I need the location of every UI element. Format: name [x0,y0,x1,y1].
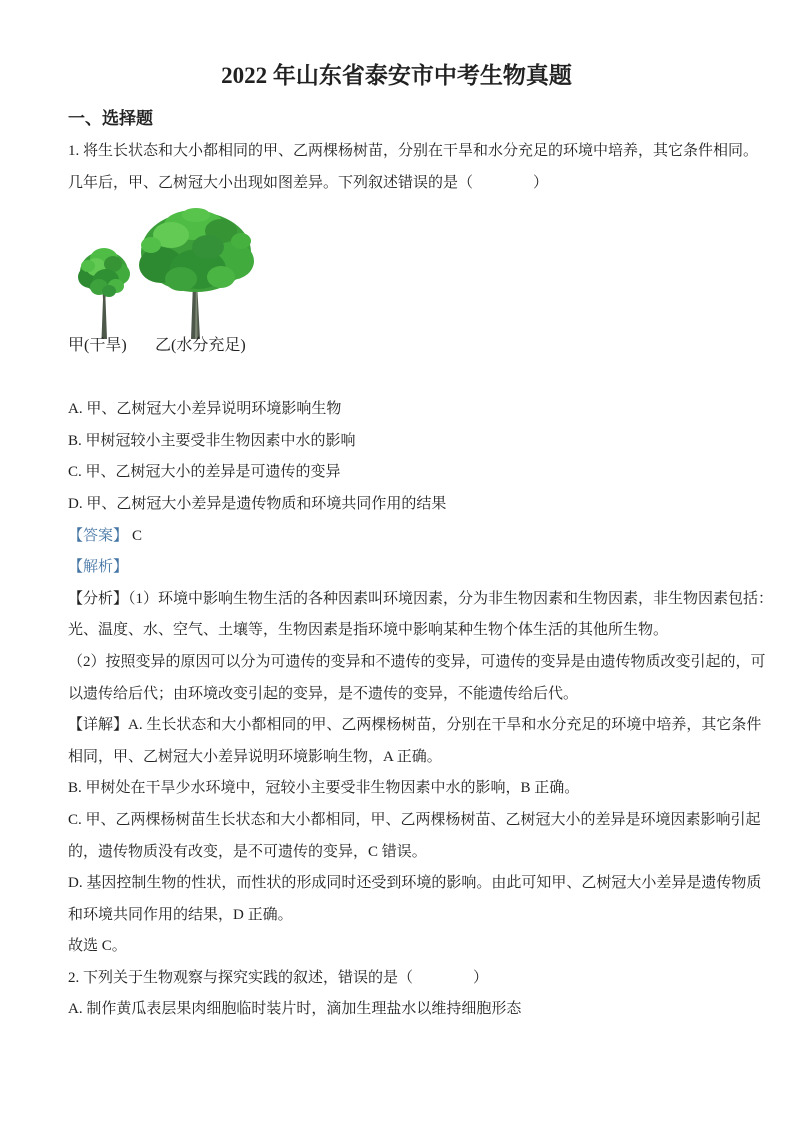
annotation-line [68,552,725,584]
text-line: 【详解】A. 生长状态和大小都相同的甲、乙两棵杨树苗，分别在干旱和水分充足的环境中培养，其它条件 [68,717,762,734]
text-line: 2. 下列关于生物观察与探究实践的叙述，错误的是（ ） [68,969,489,986]
question-line: 几年后，甲、乙树冠大小出现如图差异。下列叙述错误的是（ ） [68,174,549,191]
page-title: 2022 年山东省泰安市中考生物真题 [221,63,572,88]
tree-small-image [76,244,132,339]
text-line: 故选 C。 [68,938,127,955]
document-body [68,394,774,1026]
text-line: 【分析】（1）环境中影响生物生活的各种因素叫环境因素，分为非生物因素和生物因素，非生物因素包括： [68,590,774,607]
text-line: D. 甲、乙树冠大小差异是遗传物质和环境共同作用的结果 [68,495,447,512]
text-line: B. 甲树处在干旱少水环境中，冠较小主要受非生物因素中水的影响，B 正确。 [68,780,580,797]
text-line: 相同，甲、乙树冠大小差异说明环境影响生物，A 正确。 [68,748,442,765]
text-line: A. 甲、乙树冠大小差异说明环境影响生物 [68,401,342,418]
bracket-label: 【解析】 [68,559,129,576]
text-line: A. 制作黄瓜表层果肉细胞临时装片时，滴加生理盐水以维持细胞形态 [68,1001,522,1018]
text-line: C. 甲、乙两棵杨树苗生长状态和大小都相同，甲、乙两棵杨树苗、乙树冠大小的差异是环境因素影响引起 [68,811,761,828]
question1-figure [68,199,725,394]
annotation-line [68,521,725,553]
tree-small-label: 甲(干旱) [68,337,127,355]
bracket-label: 【答案】 [68,527,129,544]
text-line: 和环境共同作用的结果，D 正确。 [68,906,293,923]
tree-large-image [136,207,256,339]
text-line: 的，遗传物质没有改变，是不可遗传的变异，C 错误。 [68,843,427,860]
question1-text [68,136,759,199]
tree-large-label: 乙(水分充足) [155,337,246,355]
text-line: 以遗传给后代；由环境改变引起的变异，是不遗传的变异，不能遗传给后代。 [68,685,579,702]
question-line: 1. 将生长状态和大小都相同的甲、乙两棵杨树苗，分别在干旱和水分充足的环境中培养，其它条件相同。 [68,143,759,159]
text-line: 光、温度、水、空气、土壤等，生物因素是指环境中影响某种生物个体生活的其他所生物。 [68,622,669,639]
answer-text: C [132,527,143,544]
text-line: D. 基因控制生物的性状，而性状的形成同时还受到环境的影响。由此可知甲、乙树冠大小差异是遗传物质 [68,875,762,892]
section-heading: 一、选择题 [68,109,153,128]
text-line: C. 甲、乙树冠大小的差异是可遗传的变异 [68,464,341,481]
text-line: （2）按照变异的原因可以分为可遗传的变异和不遗传的变异，可遗传的变异是由遗传物质改变引起的，可 [68,653,766,670]
text-line: B. 甲树冠较小主要受非生物因素中水的影响 [68,432,356,449]
